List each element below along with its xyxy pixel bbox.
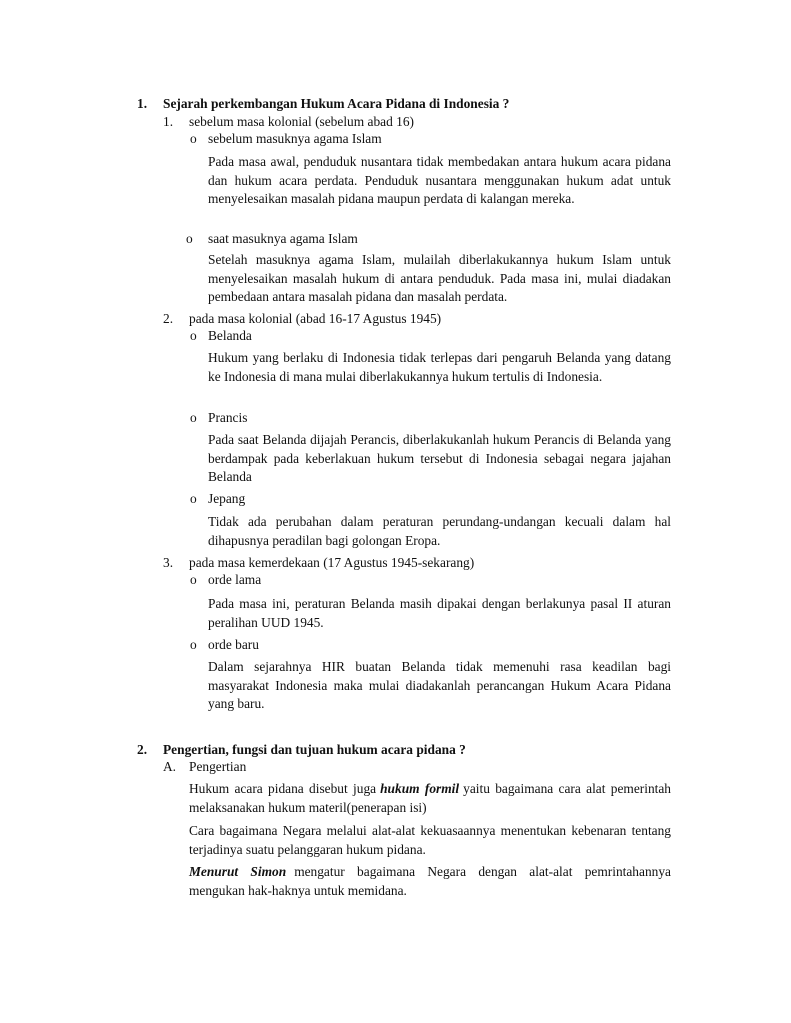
p1-emphasis: hukum formil (380, 781, 460, 796)
period-3-number: 3. (163, 555, 174, 570)
period-1-number: 1. (163, 114, 174, 129)
bullet-icon: o (190, 410, 197, 425)
period-1-label: sebelum masa kolonial (sebelum abad 16) (189, 114, 414, 129)
item-label-islam: saat masuknya agama Islam (208, 231, 358, 246)
item-label-prancis: Prancis (208, 410, 248, 425)
item-text-belanda: Hukum yang berlaku di Indonesia tidak terlepas dari pengaruh Belanda yang datang ke Indonesia di mana mulai diberlakukannya hukum tertulis di Indonesia. (208, 350, 671, 384)
item-text-jepang: Tidak ada perubahan dalam peraturan perundang-undangan kecuali dalam hal dihapusnya peradilan bagi golongan Eropa. (208, 514, 671, 548)
q2-number: 2. (137, 742, 148, 757)
definition-paragraph-1 (189, 780, 671, 817)
item-text-prancis: Pada saat Belanda dijajah Perancis, diberlakukanlah hukum Perancis di Belanda yang berdampak pada keberlakuan hukum tersebut di Indonesia sebagai negara jajahan Belanda (208, 432, 671, 485)
bullet-icon: o (190, 131, 197, 146)
definition-paragraph-2: Cara bagaimana Negara melalui alat-alat kekuasaannya menentukan kebenaran tentang terjadinya suatu pelanggaran hukum pidana. (189, 823, 671, 857)
bullet-icon: o (186, 231, 193, 246)
p3-emphasis: Menurut Simon (189, 864, 287, 879)
item-label-pre-islam: sebelum masuknya agama Islam (208, 131, 382, 146)
period-2-label: pada masa kolonial (abad 16-17 Agustus 1945) (189, 311, 442, 326)
item-text-orde-baru: Dalam sejarahnya HIR buatan Belanda tidak memenuhi rasa keadilan bagi masyarakat Indonesia maka mulai diadakanlah perancangan Hukum Acara Pidana yang baru. (208, 659, 671, 712)
section-a-letter: A. (163, 759, 177, 774)
q2-title: Pengertian, fungsi dan tujuan hukum acara pidana ? (163, 742, 466, 757)
item-text-pre-islam: Pada masa awal, penduduk nusantara tidak membedakan antara hukum acara pidana dan hukum acara perdata. Penduduk nusantara menggunakan hukum adat untuk menyelesaikan masalah pidana maupun perdata di kalangan mereka. (208, 154, 671, 207)
p1-before: Hukum acara pidana disebut juga (189, 781, 377, 796)
q1-number: 1. (137, 96, 148, 111)
item-text-orde-lama: Pada masa ini, peraturan Belanda masih dipakai dengan berlakunya pasal II aturan peralihan UUD 1945. (208, 596, 671, 630)
item-label-jepang: Jepang (208, 491, 246, 506)
bullet-icon: o (190, 491, 197, 506)
p1-after: yaitu bagaimana cara alat pemerintah melaksanakan hukum materil(penerapan isi) (189, 781, 671, 815)
q1-title: Sejarah perkembangan Hukum Acara Pidana di Indonesia ? (163, 96, 510, 111)
definition-paragraph-3 (189, 863, 671, 900)
bullet-icon: o (190, 637, 197, 652)
period-3-label: pada masa kemerdekaan (17 Agustus 1945-sekarang) (189, 555, 475, 570)
item-text-islam: Setelah masuknya agama Islam, mulailah diberlakukannya hukum Islam untuk menyelesaikan masalah hukum di antara penduduk. Pada masa ini, mulai diadakan pembedaan antara masalah pidana dan masalah perdata. (208, 252, 671, 305)
item-label-orde-baru: orde baru (208, 637, 259, 652)
period-2-number: 2. (163, 311, 174, 326)
section-a-label: Pengertian (189, 759, 247, 774)
item-label-orde-lama: orde lama (208, 572, 262, 587)
p3-after: mengatur bagaimana Negara dengan alat-alat pemrintahannya mengukan hak-haknya untuk memidana. (189, 864, 671, 898)
bullet-icon: o (190, 572, 197, 587)
item-label-belanda: Belanda (208, 328, 252, 343)
bullet-icon: o (190, 328, 197, 343)
